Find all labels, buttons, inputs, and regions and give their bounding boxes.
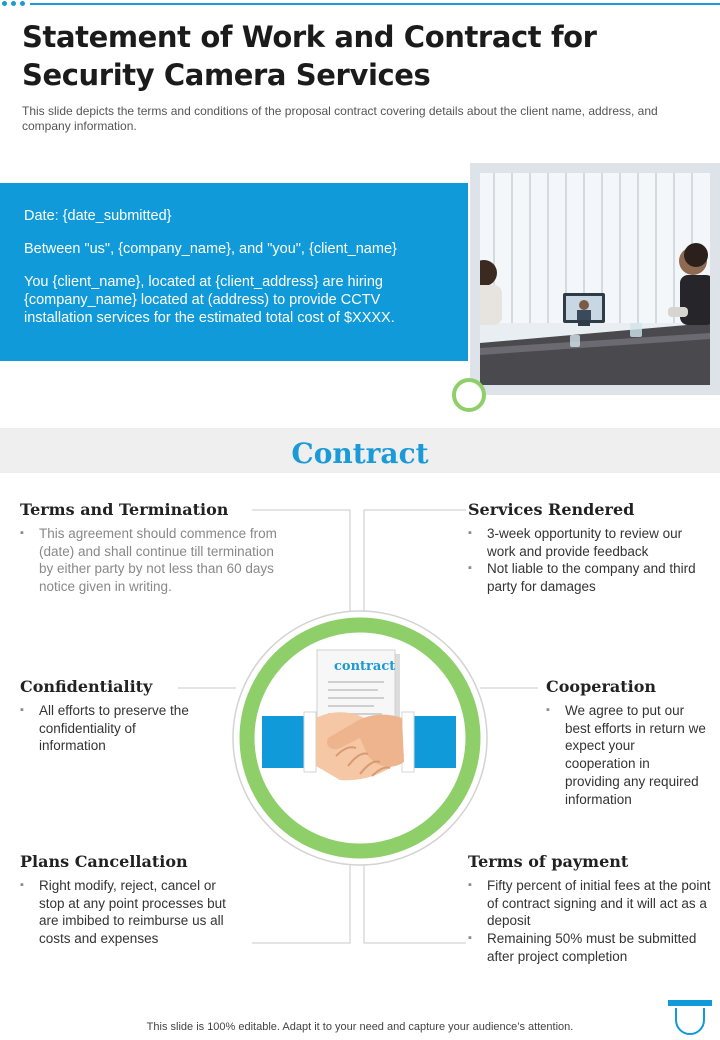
date-line: Date: {date_submitted} [24, 208, 172, 224]
corner-decoration-icon [668, 998, 712, 1040]
list-item: ▪ We agree to put our best efforts in return we expect your cooperation in providing any required information [546, 702, 706, 808]
section-title: Cooperation [546, 677, 657, 696]
section-cooperation [546, 677, 706, 808]
section-title: Terms of payment [468, 852, 629, 871]
section-plans-cancellation [20, 852, 240, 948]
list-item: ▪ This agreement should commence from (date) and shall continue till termination by either party by not less than 60 days notice given in writing. [20, 525, 282, 596]
hiring-line: You {client_name}, located at {client_address} are hiring {company_name} located at (address) to provide CCTV installation services for the estimated total cost of $XXXX. [24, 274, 395, 326]
section-title: Confidentiality [20, 677, 153, 696]
section-confidentiality [20, 677, 190, 755]
section-title: Services Rendered [468, 500, 635, 519]
list-item: ▪ Fifty percent of initial fees at the point of contract signing and it will act as a deposit [468, 877, 712, 930]
list-item: ▪ All efforts to preserve the confidentiality of information [20, 702, 190, 755]
section-terms-termination [20, 500, 282, 596]
footer-note: This slide is 100% editable. Adapt it to your need and capture your audience’s attention. [146, 1021, 574, 1033]
list-item: ▪ Remaining 50% must be submitted after project completion [468, 930, 712, 965]
section-title: Plans Cancellation [20, 852, 188, 871]
list-item: ▪ 3-week opportunity to review our work and provide feedback [468, 525, 708, 560]
section-title: Terms and Termination [20, 500, 229, 519]
page-title: Statement of Work and Contract for Security Camera Services [22, 20, 597, 92]
section-services-rendered [468, 500, 708, 596]
section-terms-of-payment [468, 852, 712, 966]
page-subtitle: This slide depicts the terms and conditions of the proposal contract covering details about the client name, address, and company information. [22, 104, 658, 133]
handshake-contract-illustration [228, 606, 492, 870]
parties-line: Between "us", {company_name}, and "you", {client_name} [24, 241, 397, 257]
contract-heading: Contract [291, 437, 429, 470]
contract-label: contract [334, 659, 396, 674]
list-item: ▪ Not liable to the company and third party for damages [468, 560, 708, 595]
list-item: ▪ Right modify, reject, cancel or stop at any point processes but are imbibed to reimburse us all costs and expenses [20, 877, 240, 948]
